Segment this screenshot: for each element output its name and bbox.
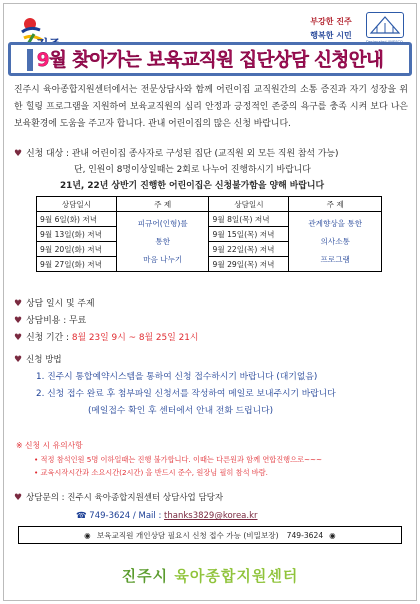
footer-text: 보육교직원 개인상담 필요시 신청 접수 가능 (비밀보장)	[96, 530, 279, 540]
email-link[interactable]: thanks3829@korea.kr	[164, 511, 258, 521]
header-left-date: 상담일시	[37, 197, 117, 212]
unesco-icon	[366, 12, 404, 38]
right-topic-line: 관계향상을 통한	[308, 218, 363, 228]
left-date-cell: 9월 20일(화) 저녁	[37, 242, 117, 257]
header-right-date: 상담일시	[209, 197, 289, 212]
target-line1: 신청 대상 : 관내 어린이집 종사자로 구성된 집단 (교직원 외 모든 직원 참석 가능)	[26, 149, 339, 159]
table-row	[37, 212, 382, 227]
period-label: 신청 기간 :	[26, 333, 72, 343]
notice-section	[16, 438, 406, 479]
heart-icon: ♥	[14, 333, 23, 343]
info-items	[14, 296, 404, 347]
page-title: 9월 찾아가는 보육교직원 집단상담 신청안내	[36, 50, 384, 71]
target-section	[14, 146, 404, 194]
header-left-topic: 주 제	[116, 197, 209, 212]
right-date-cell: 9월 15일(목) 저녁	[209, 227, 289, 242]
left-topic-line: 마음 나누기	[143, 254, 183, 264]
left-date-cell: 9월 13일(화) 저녁	[37, 227, 117, 242]
heart-icon: ♥	[14, 149, 23, 159]
contact-section	[14, 488, 408, 524]
heart-icon: ♥	[14, 316, 23, 326]
method-section	[14, 351, 408, 420]
left-date-cell: 9월 6일(화) 저녁	[37, 212, 117, 227]
left-topic-line: 통한	[155, 236, 171, 246]
bullet-icon: ◉	[329, 530, 336, 540]
footer-notice-box	[18, 526, 402, 544]
contact-phone: ☎ 749-3624	[76, 511, 131, 521]
center-brand-logo	[100, 560, 320, 590]
cost-label: 상담비용 : 무료	[26, 316, 87, 326]
left-topic-cell	[116, 212, 209, 272]
method-heading: 신청 방법	[26, 355, 62, 365]
left-topic-line: 피규어(인형)를	[137, 218, 188, 228]
footer-phone: 749-3624	[286, 530, 324, 540]
notice-item: • 교육시작시간과 소요시간(2시간) 을 반드시 준수, 원장님 필히 참석 바람.	[34, 468, 268, 477]
right-topic-line: 의사소통	[320, 236, 350, 246]
brand-name: 육아종합지원센터	[174, 566, 299, 585]
slogan-line1: 부강한 진주	[310, 17, 352, 26]
slogan-line2: 행복한 시민	[310, 31, 352, 40]
notice-item: • 적정 참석인원 5명 이하일때는 진행 불가합니다. 이때는 다른원과 함께 연합진행으로~~~	[34, 455, 323, 464]
notice-heading: ※ 신청 시 유의사항	[16, 441, 83, 450]
heart-icon: ♥	[14, 299, 23, 309]
heart-icon: ♥	[14, 493, 23, 503]
schedule-table	[36, 196, 382, 272]
title-accent	[27, 49, 33, 71]
method-step2: 2. 신청 접수 완료 후 첨부파일 신청서를 작성하여 메일로 보내주시기 바랍니다	[36, 389, 336, 399]
mail-label: / Mail :	[130, 511, 165, 521]
target-line2: 단, 인원이 8명이상일때는 2회로 나누어 진행하시기 바랍니다	[74, 165, 311, 175]
method-step2-note: (메일접수 확인 후 센터에서 안내 전화 드립니다)	[88, 406, 274, 416]
right-date-cell: 9월 29일(목) 저녁	[209, 257, 289, 272]
left-date-cell: 9월 27일(화) 저녁	[37, 257, 117, 272]
right-date-cell: 9월 8일(목) 저녁	[209, 212, 289, 227]
period-value: 8월 23일 9시 ~ 8월 25일 21시	[71, 333, 199, 343]
target-line3: 21년, 22년 상반기 진행한 어린이집은 신청불가함을 양해 바랍니다	[60, 181, 325, 191]
method-step1: 1. 진주시 통합예약시스템을 통하여 신청 접수하시기 바랍니다 (대기없음)	[36, 372, 318, 382]
brand-prefix: 진주시	[121, 566, 169, 585]
title-banner	[8, 42, 412, 76]
heart-icon: ♥	[14, 355, 23, 365]
intro-paragraph: 진주시 육아종합지원센터에서는 전문상담사와 함께 어린이집 교직원간의 소통 증진과 자기 성장을 위한 힐링 프로그램을 지원하여 보육교직원의 심리 안정과 긍정적인 존중의 욕구를 충족 시켜 보다 나은 보육환경에 도움을 주고자 합니다. 관내 어린이집의 많은 신청 바랍니다.	[14, 85, 408, 129]
right-date-cell: 9월 22일(목) 저녁	[209, 242, 289, 257]
bullet-icon: ◉	[84, 530, 91, 540]
right-topic-line: 프로그램	[320, 254, 350, 264]
header-right-topic: 주 제	[289, 197, 382, 212]
date-topic-label: 상담 일시 및 주제	[26, 299, 95, 309]
contact-line: 상담문의 : 진주시 육아종합지원센터 상담사업 담당자	[26, 493, 224, 503]
table-header-row	[37, 197, 382, 212]
right-topic-cell	[289, 212, 382, 272]
